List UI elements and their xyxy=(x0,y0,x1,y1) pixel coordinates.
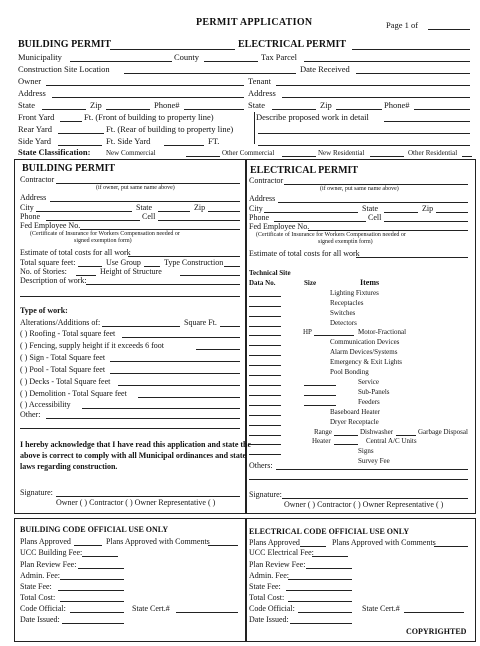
e-others-field-2[interactable] xyxy=(249,479,468,480)
eco-plan-review-label: Plan Review Fee: xyxy=(249,560,306,569)
date-received-label: Date Received xyxy=(300,64,350,74)
page-number-label: Page 1 of xyxy=(386,20,419,30)
bco-admin-fee-label: Admin. Fee: xyxy=(20,571,60,580)
alterations-field[interactable] xyxy=(102,326,180,327)
e-item-feeders: Feeders xyxy=(358,398,380,406)
b-estimate-label: Estimate of total costs for all work xyxy=(20,248,131,257)
bco-state-fee-field[interactable] xyxy=(58,590,124,591)
size-field[interactable] xyxy=(304,385,336,386)
bco-state-fee-label: State Fee: xyxy=(20,582,52,591)
b-cell-label: Cell xyxy=(142,212,156,221)
data-no-field[interactable] xyxy=(249,335,281,336)
owner-state-field[interactable] xyxy=(42,109,86,110)
e-state-label: State xyxy=(362,204,378,213)
b-description-field-2[interactable] xyxy=(20,296,240,297)
tenant-field[interactable] xyxy=(276,85,470,86)
bco-plans-approved-field[interactable] xyxy=(74,545,102,546)
b-fed-field[interactable] xyxy=(80,229,240,230)
work-item-demolition[interactable]: ( ) Demolition - Total Square feet xyxy=(20,389,127,398)
e-signature-roles[interactable]: Owner ( ) Contractor ( ) Owner Representative ( ) xyxy=(284,500,444,509)
owner-field[interactable] xyxy=(46,85,244,86)
eco-plan-review-field[interactable] xyxy=(306,568,352,569)
data-no-field[interactable] xyxy=(249,375,281,376)
owner-phone-label: Phone# xyxy=(154,100,180,110)
acknowledgement-line-3: laws regarding construction. xyxy=(20,462,118,471)
b-city-field[interactable] xyxy=(36,211,132,212)
alterations-label: Alterations/Additions of: xyxy=(20,318,101,327)
e-item-central-ac: Central A/C Units xyxy=(366,437,417,445)
tenant-phone-field[interactable] xyxy=(414,109,470,110)
b-height-field[interactable] xyxy=(180,275,240,276)
eco-admin-fee-field[interactable] xyxy=(288,579,352,580)
tenant-label: Tenant xyxy=(248,76,272,86)
rear-yard-field[interactable] xyxy=(58,133,104,134)
eco-state-fee-label: State Fee: xyxy=(249,582,281,591)
building-permit-field[interactable] xyxy=(110,49,235,50)
eco-code-official-field[interactable] xyxy=(298,612,352,613)
b-sqft-field[interactable] xyxy=(78,266,102,267)
b-signature-field[interactable] xyxy=(56,496,240,497)
work-item-sign-field[interactable] xyxy=(110,361,240,362)
e-item-communication: Communication Devices xyxy=(330,338,400,346)
b-owner-note: (if owner, put same name above) xyxy=(96,185,175,191)
copyright-label: COPYRIGHTED xyxy=(406,627,467,636)
side-yard-ft: FT. xyxy=(208,136,220,146)
b-zip-label: Zip xyxy=(194,203,206,212)
e-contractor-field[interactable] xyxy=(284,184,468,185)
building-section-heading: BUILDING PERMIT xyxy=(22,163,116,174)
b-stories-label: No. of Stories: xyxy=(20,267,67,276)
county-field[interactable] xyxy=(204,61,258,62)
b-cell-field[interactable] xyxy=(158,220,240,221)
building-permit-heading: BUILDING PERMIT xyxy=(18,39,112,50)
bco-total-cost-label: Total Cost: xyxy=(20,593,56,602)
e-item-switches: Switches xyxy=(330,309,356,317)
e-item-detectors: Detectors xyxy=(330,319,357,327)
e-item-signs: Signs xyxy=(358,447,374,455)
rear-yard-note: Ft. (Rear of building to property line) xyxy=(106,124,234,134)
acknowledgement-line-1: I hereby acknowledge that I have read this application and state the xyxy=(20,440,252,449)
owner-address-label: Address xyxy=(18,88,46,98)
site-location-label: Construction Site Location xyxy=(18,64,110,74)
e-address-label: Address xyxy=(249,194,276,203)
eco-state-fee-field[interactable] xyxy=(286,590,352,591)
bco-plan-review-field[interactable] xyxy=(78,568,124,569)
municipality-label: Municipality xyxy=(18,52,62,62)
data-no-field[interactable] xyxy=(249,306,281,307)
tenant-zip-field[interactable] xyxy=(336,109,382,110)
bco-ucc-fee-label: UCC Building Fee: xyxy=(20,548,83,557)
e-heater-label: Heater xyxy=(312,437,331,445)
data-no-field[interactable] xyxy=(249,415,281,416)
work-item-sign[interactable]: ( ) Sign - Total Square feet xyxy=(20,353,106,362)
bco-plans-comments-field[interactable] xyxy=(208,545,238,546)
bco-date-issued-label: Date Issued: xyxy=(20,615,60,624)
items-header: Items xyxy=(360,278,380,287)
e-fed-label: Fed Employee No. xyxy=(249,222,310,231)
bco-plans-comments-label: Plans Approved with Comments xyxy=(106,537,210,546)
bco-ucc-fee-field[interactable] xyxy=(82,556,118,557)
b-cert-note-1: (Certificate of Insurance for Workers Compensation needed or xyxy=(30,231,180,237)
e-fed-field[interactable] xyxy=(308,230,468,231)
e-item-survey-fee: Survey Fee xyxy=(358,457,390,465)
owner-state-label: State xyxy=(18,100,35,110)
class-new-residential-field[interactable] xyxy=(370,156,404,157)
size-field[interactable] xyxy=(304,395,336,396)
bco-state-cert-label: State Cert.# xyxy=(132,604,170,613)
b-phone-label: Phone xyxy=(20,212,40,221)
tenant-state-label: State xyxy=(248,100,265,110)
bco-state-cert-field[interactable] xyxy=(176,612,238,613)
data-no-field[interactable] xyxy=(249,326,281,327)
technical-site-label: Technical Site xyxy=(249,269,291,277)
b-state-label: State xyxy=(136,203,152,212)
e-phone-label: Phone xyxy=(249,213,269,222)
data-no-field[interactable] xyxy=(249,444,281,445)
describe-work-field-2[interactable] xyxy=(258,133,470,134)
e-contractor-label: Contractor xyxy=(249,176,284,185)
eco-code-official-label: Code Official: xyxy=(249,604,295,613)
eco-total-cost-field[interactable] xyxy=(288,601,352,602)
e-cell-field[interactable] xyxy=(384,221,468,222)
side-yard-field-2[interactable] xyxy=(164,145,204,146)
e-owner-note: (if owner, put same name above) xyxy=(320,186,399,192)
tenant-address-label: Address xyxy=(248,88,276,98)
e-city-field[interactable] xyxy=(264,212,358,213)
data-no-field[interactable] xyxy=(249,395,281,396)
work-item-accessibility[interactable]: ( ) Accessibility xyxy=(20,400,71,409)
e-cert-note-1: (Certificate of Insurance for Workers Compensation needed or xyxy=(256,232,406,238)
data-no-field[interactable] xyxy=(249,355,281,356)
e-cert-note-2: signed exemptìn form) xyxy=(318,239,373,245)
tax-parcel-label: Tax Parcel xyxy=(261,52,297,62)
eco-date-issued-field[interactable] xyxy=(290,623,352,624)
site-location-field[interactable] xyxy=(124,73,296,74)
size-header: Size xyxy=(304,279,317,287)
eco-state-cert-label: State Cert.# xyxy=(362,604,400,613)
work-item-pool-field[interactable] xyxy=(110,373,240,374)
e-hp-field[interactable] xyxy=(314,335,354,336)
e-signature-field[interactable] xyxy=(282,498,468,499)
e-city-label: City xyxy=(249,204,263,213)
e-item-service: Service xyxy=(358,378,379,386)
electrical-permit-field[interactable] xyxy=(352,49,470,50)
e-estimate-field[interactable] xyxy=(356,257,468,258)
owner-label: Owner xyxy=(18,76,42,86)
tenant-address-field[interactable] xyxy=(282,97,470,98)
data-no-field[interactable] xyxy=(249,425,281,426)
class-new-residential: New Residential xyxy=(318,149,365,157)
work-item-fencing-field[interactable] xyxy=(196,349,240,350)
e-item-dishwasher: Dishwasher xyxy=(360,428,394,436)
e-item-baseboard: Baseboard Heater xyxy=(330,408,380,416)
e-range-field[interactable] xyxy=(334,435,358,436)
e-cell-label: Cell xyxy=(368,213,382,222)
tax-parcel-field[interactable] xyxy=(304,61,470,62)
work-item-roofing[interactable]: ( ) Roofing - Total square feet xyxy=(20,329,116,338)
class-other-residential-field[interactable] xyxy=(462,156,472,157)
tenant-zip-label: Zip xyxy=(320,100,332,110)
page-title: PERMIT APPLICATION xyxy=(196,17,313,28)
page-count-field[interactable] xyxy=(428,29,470,30)
bco-heading: BUILDING CODE OFFICIAL USE ONLY xyxy=(20,525,169,534)
e-item-pool-bonding: Pool Bonding xyxy=(330,368,369,376)
class-other-residential: Other Residential xyxy=(408,149,458,157)
describe-divider xyxy=(254,112,255,144)
data-no-field[interactable] xyxy=(249,316,281,317)
class-new-commercial-field[interactable] xyxy=(186,156,220,157)
bco-code-official-field[interactable] xyxy=(70,612,124,613)
e-dishwasher-field[interactable] xyxy=(396,435,416,436)
describe-work-field-3[interactable] xyxy=(258,145,470,146)
b-contractor-label: Contractor xyxy=(20,175,55,184)
e-address-field[interactable] xyxy=(278,202,468,203)
b-type-construction-label: Type Construction xyxy=(164,258,224,267)
data-no-field[interactable] xyxy=(249,435,281,436)
b-height-label: Height of Structure xyxy=(100,267,162,276)
eco-ucc-fee-label: UCC Electrical Fee: xyxy=(249,548,314,557)
data-no-field[interactable] xyxy=(249,385,281,386)
size-field[interactable] xyxy=(304,405,336,406)
owner-zip-label: Zip xyxy=(90,100,102,110)
class-other-commercial-field[interactable] xyxy=(282,156,316,157)
e-garbage-label: Garbage Disposal xyxy=(418,428,468,436)
data-no-field[interactable] xyxy=(249,296,281,297)
data-no-field[interactable] xyxy=(249,454,281,455)
b-type-construction-field[interactable] xyxy=(224,266,240,267)
work-item-decks-field[interactable] xyxy=(118,385,240,386)
class-new-commercial: New Commercial xyxy=(106,149,156,157)
bco-code-official-label: Code Official: xyxy=(20,604,66,613)
b-contractor-field[interactable] xyxy=(56,183,240,184)
class-other-commercial: Other Commercial xyxy=(222,149,275,157)
e-state-field[interactable] xyxy=(384,212,418,213)
eco-heading: ELECTRICAL CODE OFFICIAL USE ONLY xyxy=(249,527,410,536)
eco-plans-approved-field[interactable] xyxy=(300,546,326,547)
bco-total-cost-field[interactable] xyxy=(60,601,124,602)
eco-ucc-fee-field[interactable] xyxy=(312,556,348,557)
front-yard-field[interactable] xyxy=(60,121,82,122)
side-yard-note: Ft. Side Yard xyxy=(106,136,151,146)
tenant-phone-label: Phone# xyxy=(384,100,410,110)
bco-plan-review-label: Plan Review Fee: xyxy=(20,560,77,569)
work-item-pool[interactable]: ( ) Pool - Total Square feet xyxy=(20,365,106,374)
b-other-field-2[interactable] xyxy=(20,428,240,429)
alterations-sqft-field[interactable] xyxy=(220,326,240,327)
rear-yard-label: Rear Yard xyxy=(18,124,52,134)
owner-phone-field[interactable] xyxy=(184,109,244,110)
b-description-label: Description of work: xyxy=(20,276,87,285)
e-zip-label: Zip xyxy=(422,204,434,213)
e-others-label: Others: xyxy=(249,461,273,470)
b-estimate-field[interactable] xyxy=(128,256,240,257)
eco-total-cost-label: Total Cost: xyxy=(249,593,285,602)
e-item-alarm: Alarm Devices/Systems xyxy=(330,348,398,356)
data-no-field[interactable] xyxy=(249,365,281,366)
municipality-field[interactable] xyxy=(70,61,172,62)
tenant-state-field[interactable] xyxy=(272,109,316,110)
e-item-dryer: Dryer Receptacle xyxy=(330,418,379,426)
e-item-lighting: Lighting Fixtures xyxy=(330,289,379,297)
e-item-subpanels: Sub-Panels xyxy=(358,388,390,396)
bco-plans-approved-label: Plans Approved xyxy=(20,537,71,546)
b-signature-label: Signature: xyxy=(20,488,53,497)
b-address-field[interactable] xyxy=(50,201,240,202)
e-estimate-label: Estimate of total costs for all work xyxy=(249,249,360,258)
describe-work-label: Describe proposed work in detail xyxy=(256,112,369,122)
e-range-label: Range xyxy=(314,428,332,436)
b-zip-field[interactable] xyxy=(208,211,240,212)
side-yard-field[interactable] xyxy=(58,145,102,146)
eco-admin-fee-label: Admin. Fee: xyxy=(249,571,289,580)
owner-address-field[interactable] xyxy=(52,97,244,98)
b-city-label: City xyxy=(20,203,34,212)
bco-date-issued-field[interactable] xyxy=(62,623,124,624)
work-item-fencing[interactable]: ( ) Fencing, supply height if it exceeds 6 foot xyxy=(20,341,164,350)
b-description-field-1[interactable] xyxy=(86,284,240,285)
work-item-roofing-field[interactable] xyxy=(122,337,240,338)
e-item-receptacles: Receptacles xyxy=(330,299,364,307)
data-no-field[interactable] xyxy=(249,345,281,346)
data-no-header: Data No. xyxy=(249,279,276,287)
front-yard-note: Ft. (Front of building to property line) xyxy=(84,112,214,122)
eco-state-cert-field[interactable] xyxy=(404,612,464,613)
alterations-sqft-label: Square Ft. xyxy=(184,318,217,327)
side-yard-label: Side Yard xyxy=(18,136,52,146)
electrical-section-heading: ELECTRICAL PERMIT xyxy=(250,165,359,176)
b-fed-label: Fed Employee No. xyxy=(20,221,81,230)
work-item-accessibility-field[interactable] xyxy=(82,408,240,409)
e-others-field-1[interactable] xyxy=(276,469,468,470)
bco-admin-fee-field[interactable] xyxy=(60,579,124,580)
eco-plans-approved-label: Plans Approved xyxy=(249,538,300,547)
b-signature-roles[interactable]: Owner ( ) Contractor ( ) Owner Representative ( ) xyxy=(56,498,216,507)
e-zip-field[interactable] xyxy=(436,212,468,213)
b-cert-note-2: signed exemption form) xyxy=(74,238,132,244)
front-yard-label: Front Yard xyxy=(18,112,55,122)
county-label: County xyxy=(174,52,200,62)
state-classification-label: State Classification: xyxy=(18,147,91,157)
e-item-motor: Motor-Fractional xyxy=(358,328,407,336)
eco-plans-comments-field[interactable] xyxy=(434,546,468,547)
owner-zip-field[interactable] xyxy=(106,109,150,110)
b-other-label: Other: xyxy=(20,410,41,419)
describe-work-field-1[interactable] xyxy=(384,121,470,122)
b-use-group-label: Use Group xyxy=(106,258,141,267)
eco-date-issued-label: Date Issued: xyxy=(249,615,289,624)
date-received-field[interactable] xyxy=(356,73,470,74)
work-item-decks[interactable]: ( ) Decks - Total Square feet xyxy=(20,377,111,386)
acknowledgement-line-2: above is correct to comply with all Municipal ordinances and state xyxy=(20,451,247,460)
b-state-field[interactable] xyxy=(158,211,190,212)
b-address-label: Address xyxy=(20,193,47,202)
e-item-emergency: Emergency & Exit Lights xyxy=(330,358,402,366)
eco-plans-comments-label: Plans Approved with Comments xyxy=(332,538,436,547)
e-signature-label: Signature: xyxy=(249,490,282,499)
work-item-demolition-field[interactable] xyxy=(138,397,240,398)
type-of-work-label: Type of work: xyxy=(20,306,68,315)
e-hp-label: HP xyxy=(303,328,312,336)
e-heater-field[interactable] xyxy=(334,444,358,445)
data-no-field[interactable] xyxy=(249,405,281,406)
b-sqft-label: Total square feet: xyxy=(20,258,76,267)
electrical-permit-heading: ELECTRICAL PERMIT xyxy=(238,39,347,50)
b-other-field-1[interactable] xyxy=(46,418,240,419)
